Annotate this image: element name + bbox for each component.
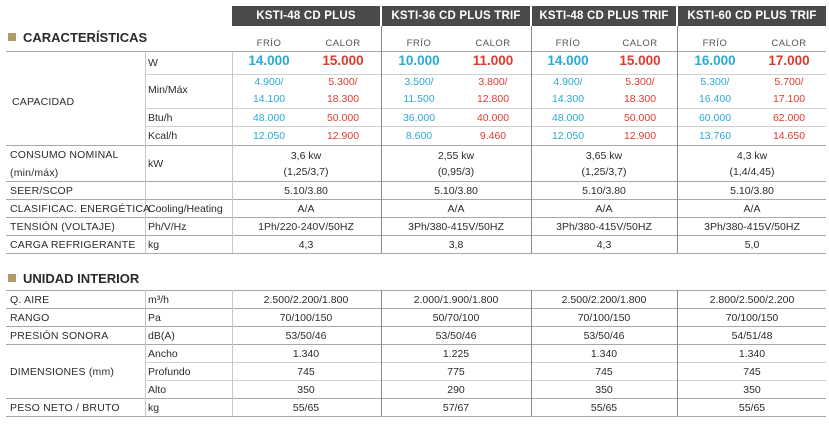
section-unidad-interior	[8, 271, 139, 286]
sub-header-calor-3: CALOR	[622, 38, 658, 49]
consumo-range-1: (1,25/3,7)	[283, 166, 329, 178]
row-label-carga: CARGA REFRIGERANTE	[10, 239, 136, 251]
row-label-peso: PESO NETO / BRUTO	[10, 402, 120, 414]
unit-pa: Pa	[148, 312, 161, 324]
sub-header-calor-4: CALOR	[771, 38, 807, 49]
cap-w-calor-4: 17.000	[768, 53, 810, 68]
cap-min-calor-3: 5.300/	[625, 76, 655, 88]
row-label-capacidad: CAPACIDAD	[12, 96, 75, 108]
carga-value-3: 4,3	[596, 239, 612, 251]
sub-header-frio-4: FRÍO	[702, 38, 728, 49]
col-divider	[145, 51, 146, 253]
aire-value-3: 2.500/2.200/1.800	[561, 294, 647, 306]
section-caracteristicas	[8, 30, 147, 45]
alto-value-3: 350	[595, 384, 613, 396]
row-divider	[6, 326, 826, 327]
tension-value-4: 3Ph/380-415V/50HZ	[704, 221, 800, 233]
row-divider	[145, 126, 826, 127]
alto-value-2: 290	[447, 384, 465, 396]
row-divider	[6, 308, 826, 309]
rango-value-1: 70/100/150	[279, 312, 333, 324]
consumo-range-2: (0,95/3)	[437, 166, 475, 178]
row-label-dimensiones: DIMENSIONES (mm)	[10, 366, 115, 378]
consumo-range-3: (1,25/3,7)	[581, 166, 627, 178]
cap-btu-frio-2: 36.000	[402, 112, 436, 124]
row-label-consumo-minmax: (min/máx)	[10, 167, 59, 179]
row-divider	[6, 344, 826, 345]
cap-max-calor-1: 18.300	[326, 93, 360, 105]
cap-kcal-calor-1: 12.900	[326, 130, 360, 142]
cap-btu-frio-3: 48.000	[551, 112, 585, 124]
peso-value-4: 55/65	[738, 402, 766, 414]
row-label-tension: TENSIÓN (VOLTAJE)	[10, 221, 116, 233]
cap-min-calor-1: 5.300/	[328, 76, 358, 88]
sub-header-calor-1: CALOR	[325, 38, 361, 49]
seer-value-3: 5.10/3.80	[582, 185, 626, 197]
sub-header-calor-2: CALOR	[475, 38, 511, 49]
aire-value-2: 2.000/1.900/1.800	[413, 294, 499, 306]
unit-minmax: Min/Máx	[148, 84, 188, 96]
cap-btu-calor-2: 40.000	[476, 112, 510, 124]
row-divider	[6, 235, 826, 236]
aire-value-1: 2.500/2.200/1.800	[263, 294, 349, 306]
row-label-energetica: CLASIFICAC. ENERGÉTICA	[10, 203, 151, 215]
row-divider	[6, 51, 826, 52]
cap-w-frio-2: 10.000	[398, 53, 440, 68]
rango-value-4: 70/100/150	[725, 312, 779, 324]
unit-cooling-heating: Cooling/Heating	[148, 203, 223, 215]
rango-value-2: 50/70/100	[432, 312, 480, 324]
sub-header-frio-2: FRÍO	[406, 38, 432, 49]
ancho-value-1: 1.340	[292, 348, 320, 360]
model-header-3: KSTI-48 CD PLUS TRIF	[532, 6, 676, 26]
unit-m3h: m³/h	[148, 294, 169, 306]
unit-dba: dB(A)	[148, 330, 175, 342]
cap-kcal-calor-2: 9.460	[479, 130, 507, 142]
seer-value-2: 5.10/3.80	[434, 185, 478, 197]
consumo-value-3: 3,65 kw	[585, 150, 623, 162]
row-divider	[6, 290, 826, 291]
cap-max-frio-1: 14.100	[252, 93, 286, 105]
cap-w-frio-4: 16.000	[694, 53, 736, 68]
energetica-value-2: A/A	[447, 203, 465, 215]
ancho-value-4: 1.340	[738, 348, 766, 360]
row-label-consumo: CONSUMO NOMINAL	[10, 149, 119, 161]
cap-kcal-frio-1: 12.050	[252, 130, 286, 142]
cap-max-frio-3: 14.300	[551, 93, 585, 105]
model-header-1: KSTI-48 CD PLUS	[232, 6, 380, 26]
unit-kg-peso: kg	[148, 402, 160, 414]
row-divider	[145, 380, 826, 381]
section-marker	[8, 274, 16, 282]
tension-value-2: 3Ph/380-415V/50HZ	[408, 221, 504, 233]
carga-value-4: 5,0	[744, 239, 760, 251]
cap-w-calor-2: 11.000	[472, 53, 514, 68]
cap-kcal-calor-3: 12.900	[623, 130, 657, 142]
sub-header-frio-3: FRÍO	[555, 38, 581, 49]
row-label-aire: Q. AIRE	[10, 294, 50, 306]
col-divider	[145, 290, 146, 416]
section-title: CARACTERÍSTICAS	[23, 30, 148, 45]
cap-min-frio-3: 4.900/	[553, 76, 583, 88]
cap-kcal-calor-4: 14.650	[772, 130, 806, 142]
carga-value-1: 4,3	[298, 239, 314, 251]
presion-value-3: 53/50/46	[583, 330, 625, 342]
row-label-seer: SEER/SCOP	[10, 185, 74, 197]
cap-max-calor-3: 18.300	[623, 93, 657, 105]
consumo-value-1: 3,6 kw	[290, 150, 322, 162]
profundo-value-3: 745	[595, 366, 613, 378]
cap-w-calor-3: 15.000	[619, 53, 661, 68]
row-divider	[145, 74, 826, 75]
tension-value-1: 1Ph/220-240V/50HZ	[258, 221, 354, 233]
ancho-value-2: 1.225	[442, 348, 470, 360]
carga-value-2: 3,8	[448, 239, 464, 251]
aire-value-4: 2.800/2.500/2.200	[709, 294, 795, 306]
cap-btu-calor-1: 50.000	[326, 112, 360, 124]
consumo-range-4: (1,4/4,45)	[729, 166, 775, 178]
cap-btu-frio-1: 48.000	[252, 112, 286, 124]
sub-header-frio-1: FRÍO	[256, 38, 282, 49]
row-divider	[6, 416, 826, 417]
cap-min-frio-2: 3.500/	[404, 76, 434, 88]
model-header-4: KSTI-60 CD PLUS TRIF	[678, 6, 826, 26]
cap-w-frio-3: 14.000	[547, 53, 589, 68]
profundo-value-1: 745	[297, 366, 315, 378]
cap-min-frio-4: 5.300/	[700, 76, 730, 88]
unit-ancho: Ancho	[148, 348, 178, 360]
row-divider	[145, 108, 826, 109]
energetica-value-1: A/A	[297, 203, 315, 215]
profundo-value-4: 745	[743, 366, 761, 378]
ancho-value-3: 1.340	[590, 348, 618, 360]
unit-alto: Alto	[148, 384, 167, 396]
unit-ph-v-hz: Ph/V/Hz	[148, 221, 187, 233]
unit-profundo: Profundo	[148, 366, 191, 378]
energetica-value-4: A/A	[743, 203, 761, 215]
row-divider	[6, 398, 826, 399]
cap-min-calor-2: 3.800/	[478, 76, 508, 88]
cap-kcal-frio-4: 13.760	[698, 130, 732, 142]
alto-value-4: 350	[743, 384, 761, 396]
unit-btu: Btu/h	[148, 112, 173, 124]
unit-kcal: Kcal/h	[148, 130, 178, 142]
presion-value-2: 53/50/46	[435, 330, 477, 342]
seer-value-4: 5.10/3.80	[730, 185, 774, 197]
row-divider	[6, 199, 826, 200]
model-header-2: KSTI-36 CD PLUS TRIF	[382, 6, 530, 26]
section-marker	[8, 33, 16, 41]
cap-max-frio-2: 11.500	[403, 93, 435, 105]
peso-value-3: 55/65	[590, 402, 618, 414]
presion-value-1: 53/50/46	[285, 330, 327, 342]
unit-kg: kg	[148, 239, 160, 251]
row-divider	[6, 181, 826, 182]
row-divider	[6, 253, 826, 254]
cap-min-calor-4: 5.700/	[774, 76, 804, 88]
unit-w: W	[148, 57, 158, 69]
cap-max-calor-4: 17.100	[772, 93, 806, 105]
peso-value-2: 57/67	[442, 402, 470, 414]
peso-value-1: 55/65	[292, 402, 320, 414]
alto-value-1: 350	[297, 384, 315, 396]
consumo-value-4: 4,3 kw	[736, 150, 768, 162]
cap-w-calor-1: 15.000	[322, 53, 364, 68]
cap-w-frio-1: 14.000	[248, 53, 290, 68]
cap-btu-calor-4: 62.000	[772, 112, 806, 124]
unit-kw: kW	[148, 158, 164, 170]
section-title: UNIDAD INTERIOR	[23, 271, 140, 286]
seer-value-1: 5.10/3.80	[284, 185, 328, 197]
row-divider	[6, 217, 826, 218]
rango-value-3: 70/100/150	[577, 312, 631, 324]
profundo-value-2: 775	[447, 366, 465, 378]
presion-value-4: 54/51/48	[731, 330, 773, 342]
consumo-value-2: 2,55 kw	[437, 150, 475, 162]
row-divider	[145, 362, 826, 363]
cap-kcal-frio-3: 12.050	[551, 130, 585, 142]
cap-min-frio-1: 4.900/	[254, 76, 284, 88]
cap-max-calor-2: 12.800	[476, 93, 510, 105]
cap-btu-frio-4: 60.000	[698, 112, 732, 124]
tension-value-3: 3Ph/380-415V/50HZ	[556, 221, 652, 233]
row-label-rango: RANGO	[10, 312, 50, 324]
row-label-presion: PRESIÓN SONORA	[10, 330, 109, 342]
cap-max-frio-4: 16.400	[698, 93, 732, 105]
cap-btu-calor-3: 50.000	[623, 112, 657, 124]
row-divider	[6, 145, 826, 146]
cap-kcal-frio-2: 8.600	[405, 130, 433, 142]
energetica-value-3: A/A	[595, 203, 613, 215]
